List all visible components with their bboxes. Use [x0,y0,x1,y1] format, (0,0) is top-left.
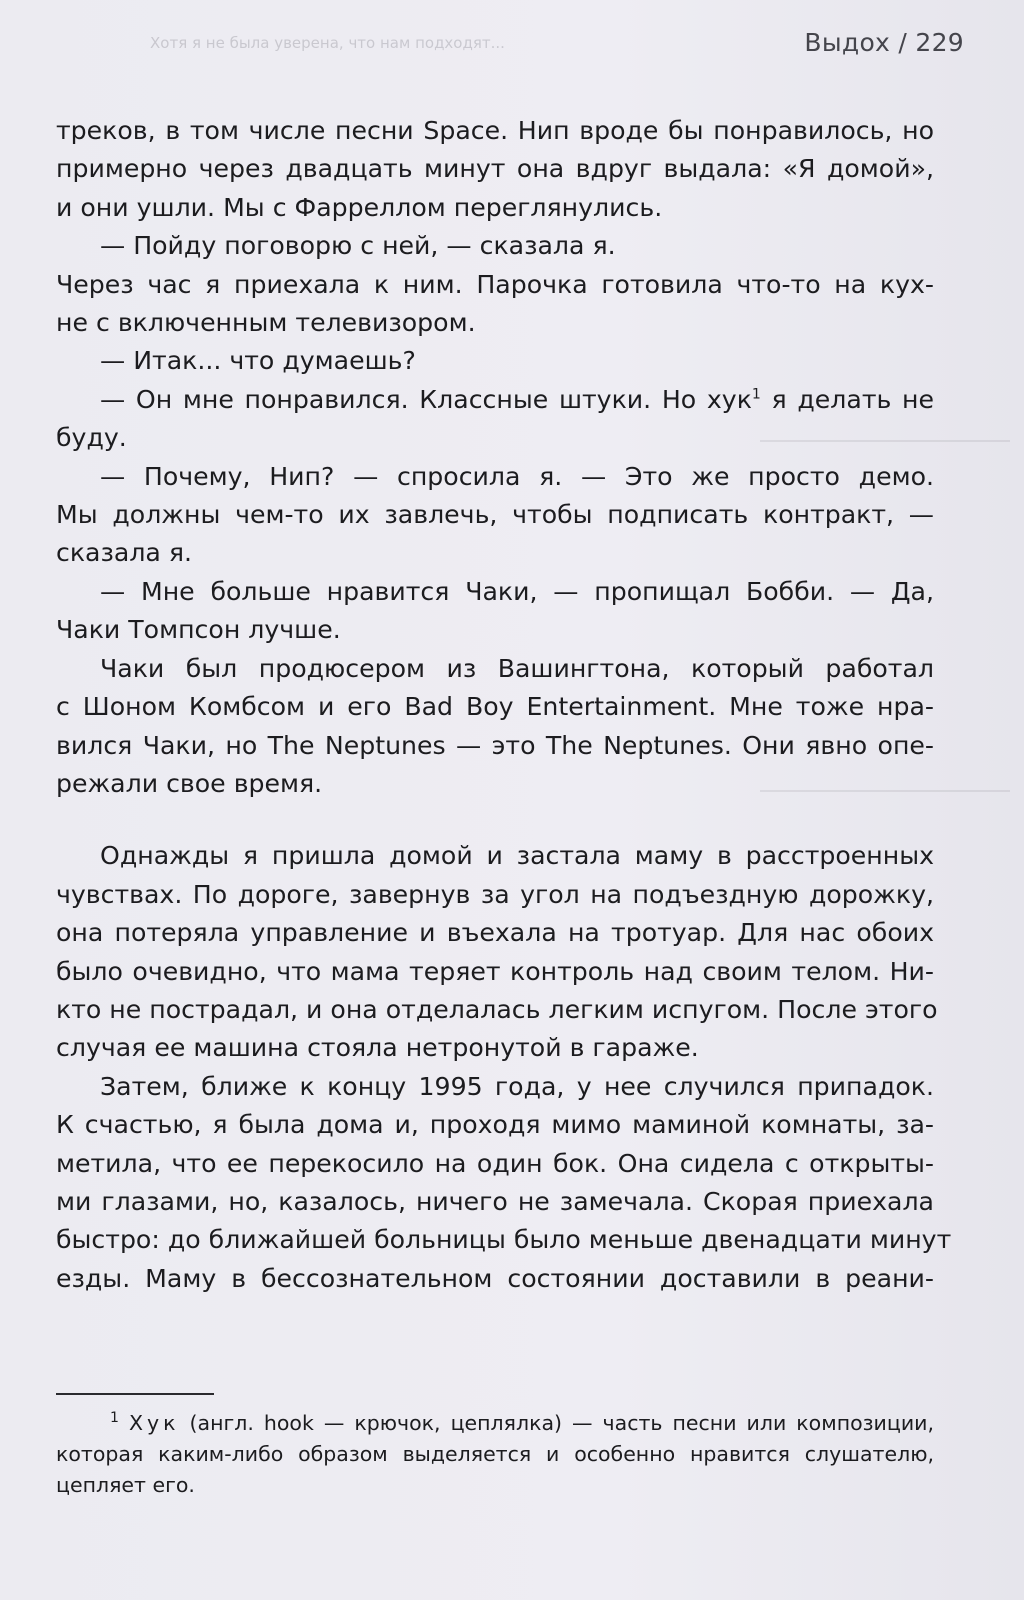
text-line [56,496,934,534]
line-text: я делать не [760,384,934,414]
line-text: Однажды я пришла домой и застала маму в расстроенных [100,841,934,871]
line-text: — Он мне понравился. Классные штуки. Но хук [100,384,752,414]
paragraph [56,1068,952,1298]
footnote-marker: 1 [110,1410,119,1427]
paragraph [56,650,934,804]
text-line [56,1145,934,1183]
text-line [56,112,934,150]
line-text: с Шоном Комбсом и его Bad Boy Entertainment. Мне тоже нра- [56,692,934,722]
line-text: — Почему, Нип? — спросила я. — Это же просто демо. [100,461,934,491]
footnote-divider [56,1393,214,1395]
section-break [56,803,934,837]
text-line [56,991,938,1029]
text-line [56,1029,934,1067]
text-line [56,150,934,188]
line-text: чувствах. По дороге, завернув за угол на подъездную дорожку, [56,879,934,909]
text-line [56,1221,952,1259]
text-line [56,189,934,227]
bleed-through-text: Хотя я не была уверена, что нам подходят... [150,34,505,52]
paragraph [56,112,934,227]
text-line [56,837,934,875]
line-text: Чаки Томпсон лучше. [56,615,341,645]
line-text: случая ее машина стояла нетронутой в гараже. [56,1033,699,1063]
text-line [56,227,934,265]
text-line [56,727,934,765]
text-line [56,611,934,649]
line-text: Мы должны чем-то их завлечь, чтобы подписать контракт, — [56,500,934,530]
line-text: Чаки был продюсером из Вашингтона, который работал [100,653,934,683]
paragraph [56,342,934,380]
footnote-line [56,1408,934,1439]
text-line [56,688,934,726]
footnote-term: Хук [128,1411,180,1435]
footnote-line: цепляет его. [56,1473,195,1497]
paragraph [56,573,934,650]
text-line [56,1260,934,1298]
text-line [56,304,934,342]
line-text: не с включенным телевизором. [56,308,476,338]
line-text: кто не пострадал, и она отделалась легким испугом. После этого [56,994,938,1024]
line-text: треков, в том числе песни Space. Нип вроде бы понравилось, но [56,116,934,145]
text-line [56,458,934,496]
line-text: сказала я. [56,538,193,568]
footnote-definition: (англ. hook — крючок, цеплялка) — часть песни или композиции, [179,1411,934,1435]
text-line [56,342,934,380]
text-line [56,1106,934,1144]
line-text: — Итак... что думаешь? [100,346,416,376]
line-text: езды. Маму в бессознательном состоянии доставили в реани- [56,1263,934,1293]
footnote [56,1408,934,1501]
paragraph [56,458,934,573]
paragraph [56,381,934,458]
body-text [56,112,952,1298]
paragraph [56,837,938,1067]
line-text: метила, что ее перекосило на один бок. Она сидела с открыты- [56,1148,934,1178]
text-line [56,765,934,803]
line-text: Через час я приехала к ним. Парочка готовила что-то на кух- [56,269,934,299]
line-text: примерно через двадцать минут она вдруг выдала: «Я домой», [56,154,934,184]
paragraph [56,266,934,343]
line-text: и они ушли. Мы с Фарреллом переглянулись. [56,192,663,222]
line-text: — Мне больше нравится Чаки, — пропищал Бобби. — Да, [100,576,934,606]
running-header: Выдох / 229 [804,28,964,57]
line-text: режали свое время. [56,768,323,798]
text-line [56,876,934,914]
text-line [56,953,934,991]
text-line [56,534,934,572]
line-text: К счастью, я была дома и, проходя мимо маминой комнаты, за- [56,1110,934,1140]
footnote-line: которая каким-либо образом выделяется и особенно нравится слушателю, [56,1442,934,1466]
line-text: она потеряла управление и въехала на тротуар. Для нас обоих [56,918,934,948]
text-line [56,266,934,304]
text-line [56,381,934,419]
line-text: вился Чаки, но The Neptunes — это The Neptunes. Они явно опе- [56,730,934,760]
line-text: было очевидно, что мама теряет контроль над своим телом. Ни- [56,956,934,986]
text-line [56,1068,934,1106]
text-line [56,573,934,611]
footnote-reference: 1 [751,386,761,403]
text-line [56,1183,934,1221]
line-text: быстро: до ближайшей больницы было меньше двенадцати минут [56,1225,952,1255]
text-line [56,914,934,952]
text-line [56,650,934,688]
text-line [56,419,934,457]
line-text: Затем, ближе к концу 1995 года, у нее случился припадок. [100,1071,934,1101]
line-text: буду. [56,423,127,453]
line-text: ми глазами, но, казалось, ничего не замечала. Скорая приехала [56,1186,934,1216]
paragraph [56,227,934,265]
line-text: — Пойду поговорю с ней, — сказала я. [100,231,616,261]
